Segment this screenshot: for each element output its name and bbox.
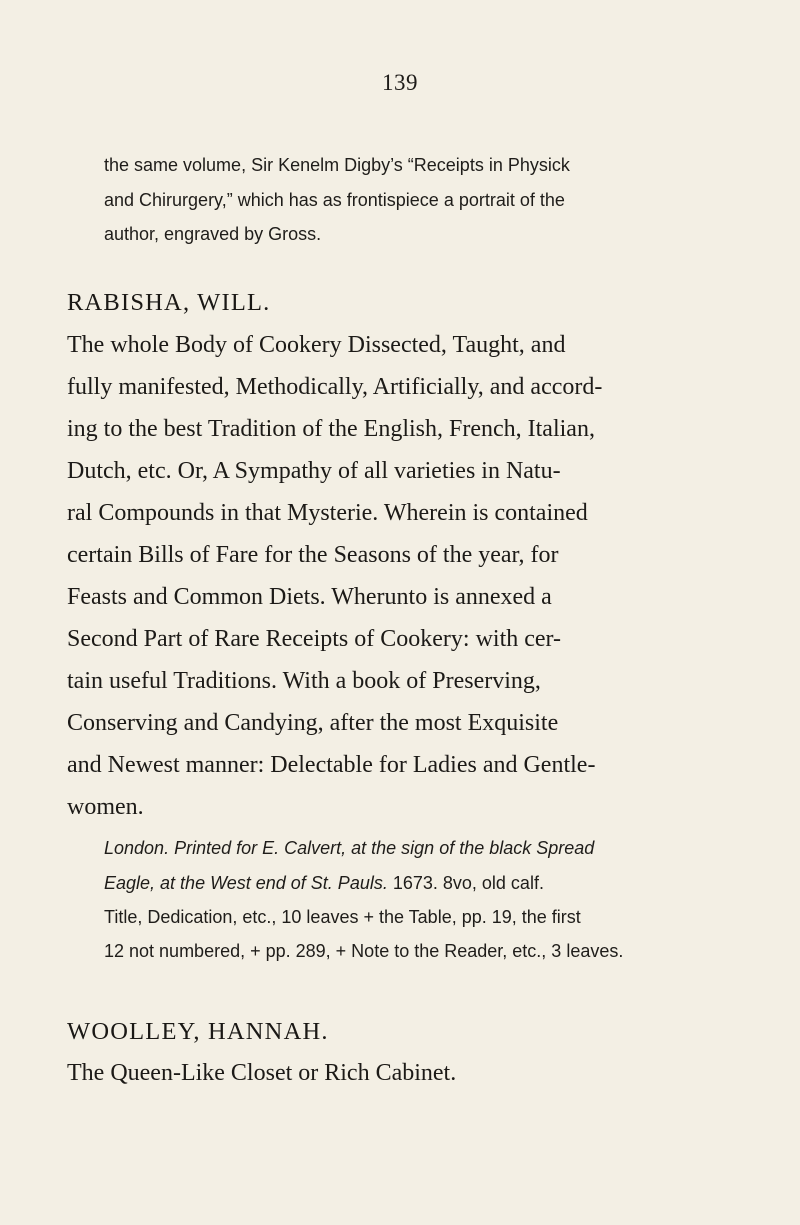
entry-heading: RABISHA, WILL. (67, 289, 271, 316)
title-line: ing to the best Tradition of the English, French, Italian, (67, 416, 595, 442)
imprint-line: London. Printed for E. Calvert, at the sign of the black Spread (104, 838, 595, 858)
text-line: the same volume, Sir Kenelm Digby’s “Receipts in Physick (104, 155, 570, 175)
imprint-line: 12 not numbered, + pp. 289, + Note to the Reader, etc., 3 leaves. (104, 941, 624, 961)
imprint-line: Title, Dedication, etc., 10 leaves + the Table, pp. 19, the first (104, 907, 581, 927)
text-line: and Chirurgery,” which has as frontispiece a portrait of the (104, 190, 565, 210)
title-line: The Queen-Like Closet or Rich Cabinet. (67, 1060, 457, 1086)
title-line: certain Bills of Fare for the Seasons of the year, for (67, 542, 559, 568)
title-line: Feasts and Common Diets. Wherunto is annexed a (67, 584, 552, 610)
entry-heading: WOOLLEY, HANNAH. (67, 1018, 329, 1045)
title-line: ral Compounds in that Mysterie. Wherein is contained (67, 500, 588, 526)
title-line: Dutch, etc. Or, A Sympathy of all varieties in Natu- (67, 458, 561, 484)
imprint-line (104, 873, 544, 894)
title-line: Conserving and Candying, after the most Exquisite (67, 710, 559, 736)
title-line: tain useful Traditions. With a book of Preserving, (67, 668, 541, 694)
title-line: The whole Body of Cookery Dissected, Taught, and (67, 332, 566, 358)
page-number: 139 (382, 70, 418, 95)
title-line: Second Part of Rare Receipts of Cookery: with cer- (67, 626, 562, 652)
imprint-italic-segment: Eagle, at the West end of St. Pauls. (104, 873, 388, 893)
title-line: and Newest manner: Delectable for Ladies and Gentle- (67, 752, 596, 778)
title-line: fully manifested, Methodically, Artificially, and accord- (67, 374, 603, 400)
imprint-date-format: 1673. 8vo, old calf. (387, 873, 544, 893)
text-line: author, engraved by Gross. (104, 224, 322, 244)
title-line: women. (67, 794, 144, 820)
